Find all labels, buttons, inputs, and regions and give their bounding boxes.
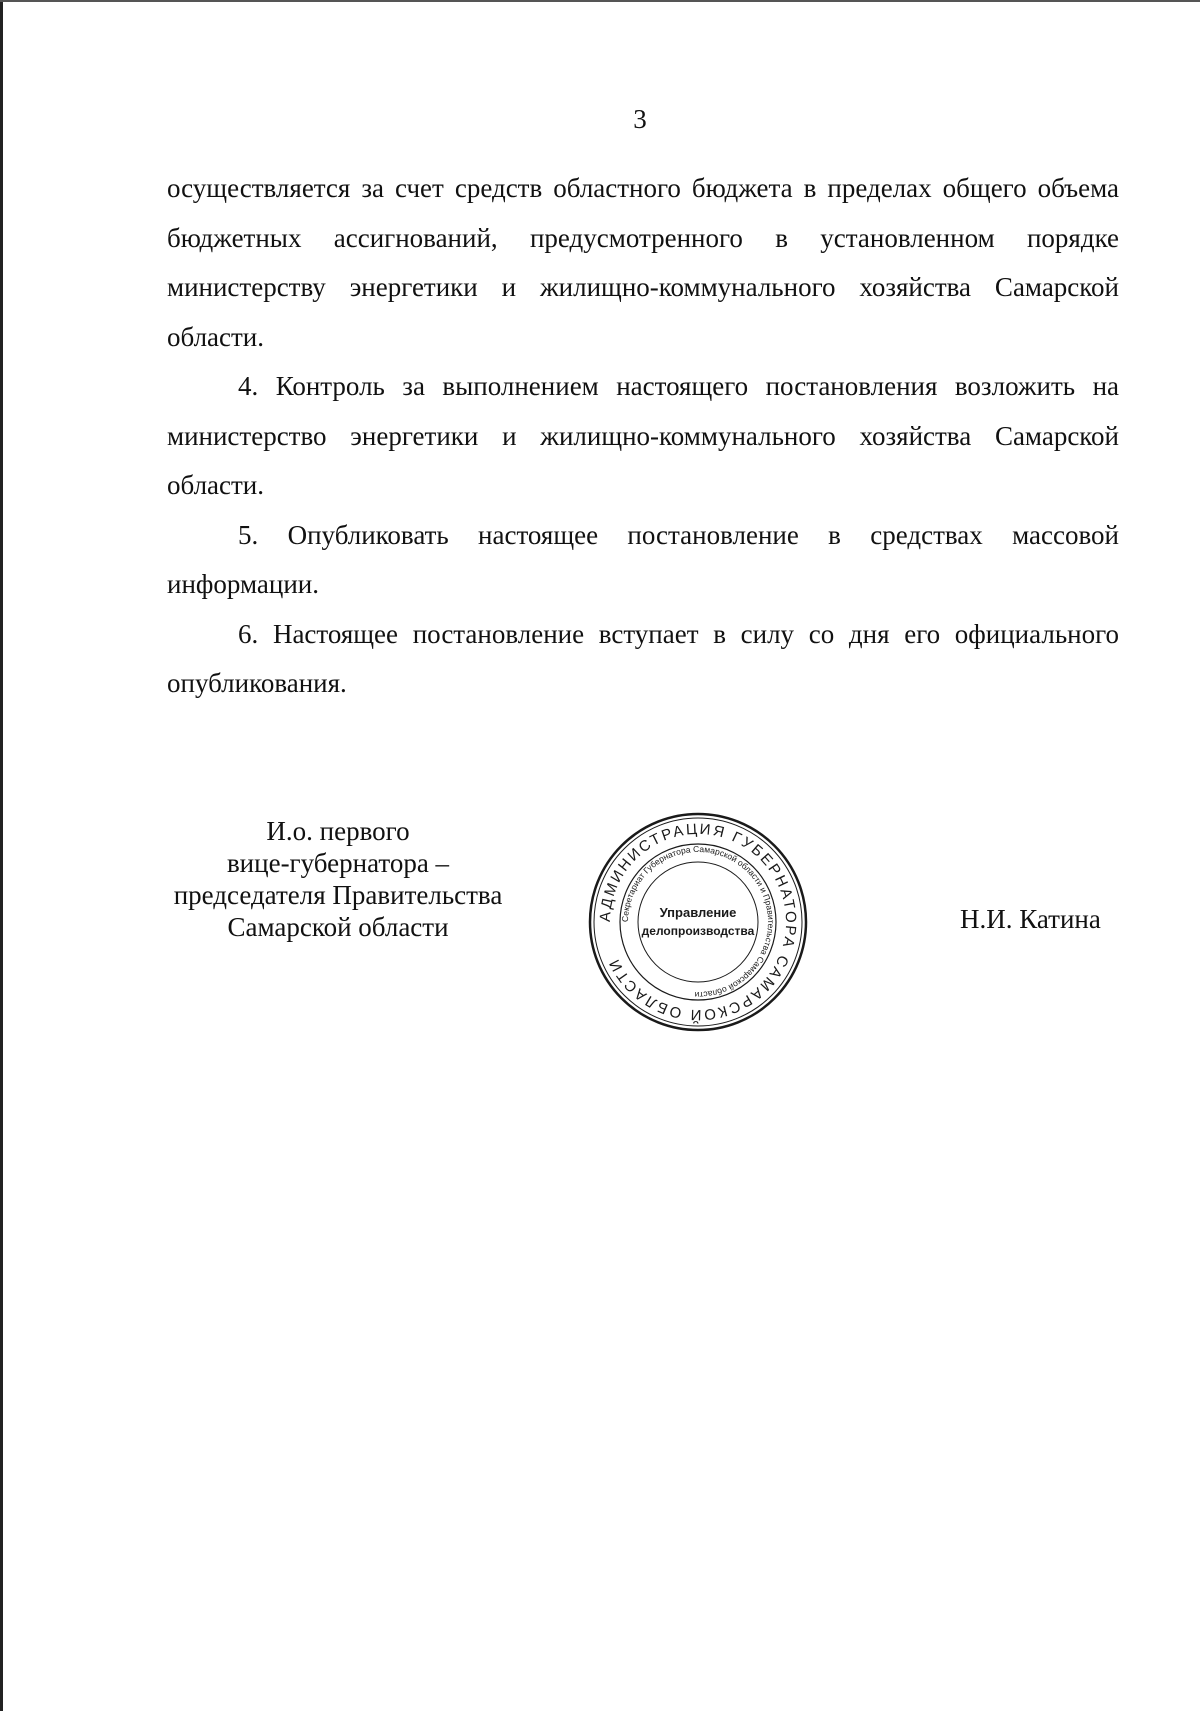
- seal-graphic: [586, 810, 810, 1034]
- signer-title-line: И.о. первого: [266, 816, 410, 846]
- page-number: 3: [633, 104, 647, 134]
- official-seal: [586, 810, 810, 1034]
- signer-title-line: Самарской области: [227, 912, 449, 942]
- signer-name: Н.И. Катина: [960, 904, 1101, 934]
- document-body: [167, 164, 1119, 709]
- paragraph-4: 4. Контроль за выполнением настоящего постановления возложить на министерство энергетики и жилищно-коммунального хозяйства Самарской области.: [167, 371, 1119, 500]
- signer-title-line: председателя Правительства: [173, 880, 503, 910]
- seal-center-line1: Управление: [659, 905, 737, 920]
- signer-title: [168, 815, 508, 943]
- signer-title-line: вице-губернатора –: [226, 848, 450, 878]
- seal-inner-text: Секретариат Губернатора Самарской области и Правительства Самарской области: [619, 843, 777, 1001]
- seal-outer-text: АДМИНИСТРАЦИЯ ГУБЕРНАТОРА САМАРСКОЙ ОБЛАСТИ: [596, 820, 800, 1024]
- seal-inner-ring: [638, 862, 758, 982]
- paragraph-6: 6. Настоящее постановление вступает в силу со дня его официального опубликования.: [167, 618, 1119, 698]
- paragraph-continuation: осуществляется за счет средств областного бюджета в пределах общего объема бюджетных ассигнований, предусмотренного в установленном порядке министерству энергетики и жилищно-коммунального хозяйства Самарской области.: [167, 173, 1119, 352]
- scan-top-line: [0, 0, 1200, 2]
- paragraph-5: 5. Опубликовать настоящее постановление в средствах массовой информации.: [167, 519, 1119, 599]
- seal-center-line2: делопроизводства: [641, 924, 755, 938]
- scan-edge-line: [0, 0, 3, 1711]
